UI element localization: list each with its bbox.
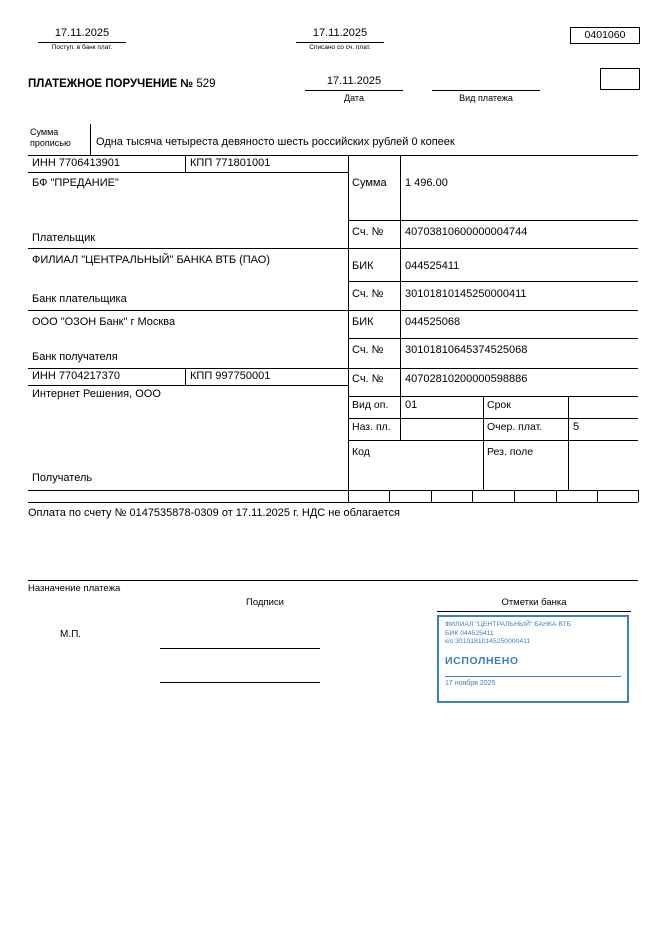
title-date: 17.11.2025 [305, 75, 403, 91]
stamp-date: 17 ноября 2025 [445, 676, 621, 687]
line [348, 155, 349, 490]
stamp-status: ИСПОЛНЕНО [445, 654, 519, 667]
amount-in-words-label: Сумма прописью [30, 127, 71, 148]
payee-bank-caption: Банк получателя [32, 351, 118, 363]
line [348, 396, 638, 397]
payment-order-title-label: ПЛАТЕЖНОЕ ПОРУЧЕНИЕ № [28, 78, 194, 90]
payee-bank-bik-label: БИК [352, 316, 374, 328]
payer-name: БФ "ПРЕДАНИЕ" [32, 177, 119, 189]
stamp-bik: БИК 044525411 [445, 629, 494, 637]
payee-caption: Получатель [32, 472, 93, 484]
payer-kpp: КПП 771801001 [190, 157, 271, 169]
line [483, 396, 484, 490]
line [28, 310, 638, 311]
line [28, 385, 348, 386]
tick [472, 490, 473, 502]
line [400, 155, 401, 440]
tick [556, 490, 557, 502]
term-label: Срок [487, 399, 511, 411]
payee-kpp: КПП 997750001 [190, 370, 271, 382]
reserve-field-label: Рез. поле [487, 446, 534, 458]
line [348, 281, 638, 282]
tick [638, 490, 639, 502]
payer-account-label: Сч. № [352, 226, 384, 238]
stamp-bank-name: ФИЛИАЛ "ЦЕНТРАЛЬНЫЙ" БАНКА ВТБ [445, 621, 572, 628]
purpose-text: Оплата по счету № 0147535878-0309 от 17.11.2025 г. НДС не облагается [28, 507, 400, 519]
payer-inn: ИНН 7706413901 [32, 157, 121, 169]
signature-line [160, 648, 320, 649]
purpose-code-label: Наз. пл. [352, 421, 391, 433]
payer-bank-caption: Банк плательщика [32, 293, 127, 305]
payer-bank-bik-value: 044525411 [405, 260, 460, 272]
tick [514, 490, 515, 502]
line [348, 220, 638, 221]
tick [597, 490, 598, 502]
line [28, 490, 638, 491]
form-code: 0401060 [570, 27, 640, 44]
received-date-caption: Поступ. в банк плат. [51, 44, 113, 51]
payer-bank-account-label: Сч. № [352, 288, 384, 300]
code-label: Код [352, 446, 370, 458]
payee-bank-account-value: 30101810645374525068 [405, 344, 528, 356]
line [28, 502, 638, 503]
payee-name: Интернет Решения, ООО [32, 388, 161, 400]
debited-date-caption: Списано со сч. плат. [309, 44, 371, 51]
payee-account-value: 40702810200000598886 [405, 373, 528, 385]
received-date: 17.11.2025 [38, 27, 126, 43]
line [437, 611, 631, 612]
debited-date: 17.11.2025 [296, 27, 384, 43]
stamp-corr-account: к/с 30101810145250000411 [445, 638, 531, 646]
payee-bank-name: ООО "ОЗОН Банк" г Москва [32, 316, 176, 328]
payment-order-number: 529 [196, 78, 216, 90]
line [348, 418, 638, 419]
amount-label: Сумма [352, 177, 387, 189]
priority-label: Очер. плат. [487, 421, 543, 433]
payer-bank-name: ФИЛИАЛ "ЦЕНТРАЛЬНЫЙ" БАНКА ВТБ (ПАО) [32, 254, 270, 266]
line [185, 155, 186, 172]
line [28, 248, 638, 249]
tick [431, 490, 432, 502]
payee-bank-account-label: Сч. № [352, 344, 384, 356]
bank-stamp [437, 615, 629, 703]
payment-type-caption: Вид платежа [459, 93, 513, 103]
amount-value: 1 496.00 [405, 177, 448, 189]
line [28, 580, 638, 581]
payee-account-label: Сч. № [352, 373, 384, 385]
line [348, 338, 638, 339]
payment-type-box [600, 68, 640, 90]
payee-bank-bik-value: 044525068 [405, 316, 461, 328]
line [348, 440, 638, 441]
payee-inn: ИНН 7704217370 [32, 370, 121, 382]
line [28, 172, 348, 173]
line [90, 124, 91, 155]
mp-label: М.П. [60, 629, 82, 640]
tick [348, 490, 349, 502]
op-type-value: 01 [405, 399, 418, 411]
payer-bank-account-value: 30101810145250000411 [405, 288, 527, 300]
line [28, 368, 638, 369]
payer-account-value: 40703810600000004744 [405, 226, 528, 238]
tick [389, 490, 390, 502]
purpose-caption: Назначение платежа [28, 583, 121, 594]
payment-type-line [432, 90, 540, 91]
line [28, 155, 638, 156]
payment-order-title [28, 78, 216, 91]
title-date-caption: Дата [344, 93, 364, 103]
signature-line [160, 682, 320, 683]
payer-caption: Плательщик [32, 232, 96, 244]
bank-marks-label: Отметки банка [501, 597, 567, 608]
amount-in-words-value: Одна тысяча четыреста девяносто шесть российских рублей 0 копеек [96, 136, 455, 148]
line [568, 396, 569, 490]
priority-value: 5 [573, 421, 580, 433]
line [185, 368, 186, 385]
signatures-label: Подписи [246, 597, 284, 608]
payer-bank-bik-label: БИК [352, 260, 374, 272]
op-type-label: Вид оп. [352, 399, 389, 411]
